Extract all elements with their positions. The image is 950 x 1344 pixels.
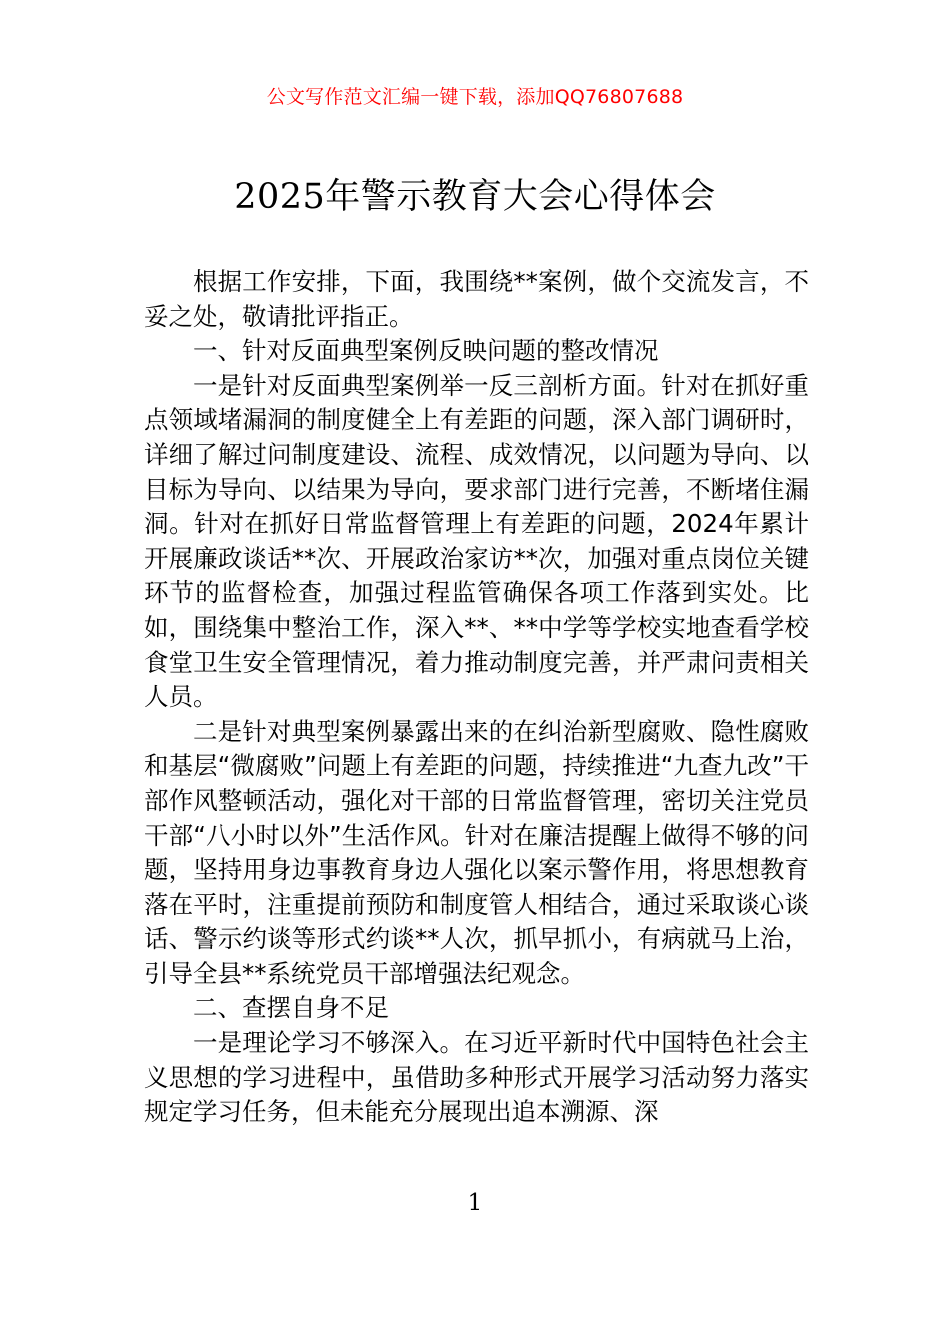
page-number: 1 <box>467 1190 483 1216</box>
heading-section-2: 二、查摆自身不足 <box>193 993 389 1023</box>
document-title: 2025年警示教育大会心得体会 <box>234 177 716 217</box>
paragraph-section-1-point-1: 一是针对反面典型案例举一反三剖析方面。针对在抓好重点领域堵漏洞的制度健全上有差距的问题，深入部门调研时，详细了解过问制度建设、流程、成效情况，以问题为导向、以目标为导向、以结果为导向，要求部门进行完善，不断堵住漏洞。针对在抓好日常监督管理上有差距的问题，2024年累计开展廉政谈话**次、开展政治家访**次，加强对重点岗位关键环节的监督检查，加强过程监管确保各项工作落到实处。比如，围绕集中整治工作，深入**、**中学等学校实地查看学校食堂卫生安全管理情况，着力推动制度完善，并严肃问责相关人员。 <box>144 370 809 712</box>
heading-section-1: 一、针对反面典型案例反映问题的整改情况 <box>193 336 659 366</box>
download-banner: 公文写作范文汇编一键下载，添加QQ76807688 <box>266 86 684 108</box>
paragraph-section-2-point-1: 一是理论学习不够深入。在习近平新时代中国特色社会主义思想的学习进程中，虽借助多种形式开展学习活动努力落实规定学习任务，但未能充分展现出追本溯源、深 <box>144 1028 809 1127</box>
paragraph-section-1-point-2: 二是针对典型案例暴露出来的在纠治新型腐败、隐性腐败和基层“微腐败”问题上有差距的问题，持续推进“九查九改”干部作风整顿活动，强化对干部的日常监督管理，密切关注党员干部“八小时以外”生活作风。针对在廉洁提醒上做得不够的问题，坚持用身边事教育身边人强化以案示警作用，将思想教育落在平时，注重提前预防和制度管人相结合，通过采取谈心谈话、警示约谈等形式约谈**人次，抓早抓小，有病就马上治，引导全县**系统党员干部增强法纪观念。 <box>144 716 809 988</box>
document-body <box>144 265 809 1130</box>
paragraph-intro: 根据工作安排，下面，我围绕**案例，做个交流发言，不妥之处，敬请批评指正。 <box>144 267 809 331</box>
